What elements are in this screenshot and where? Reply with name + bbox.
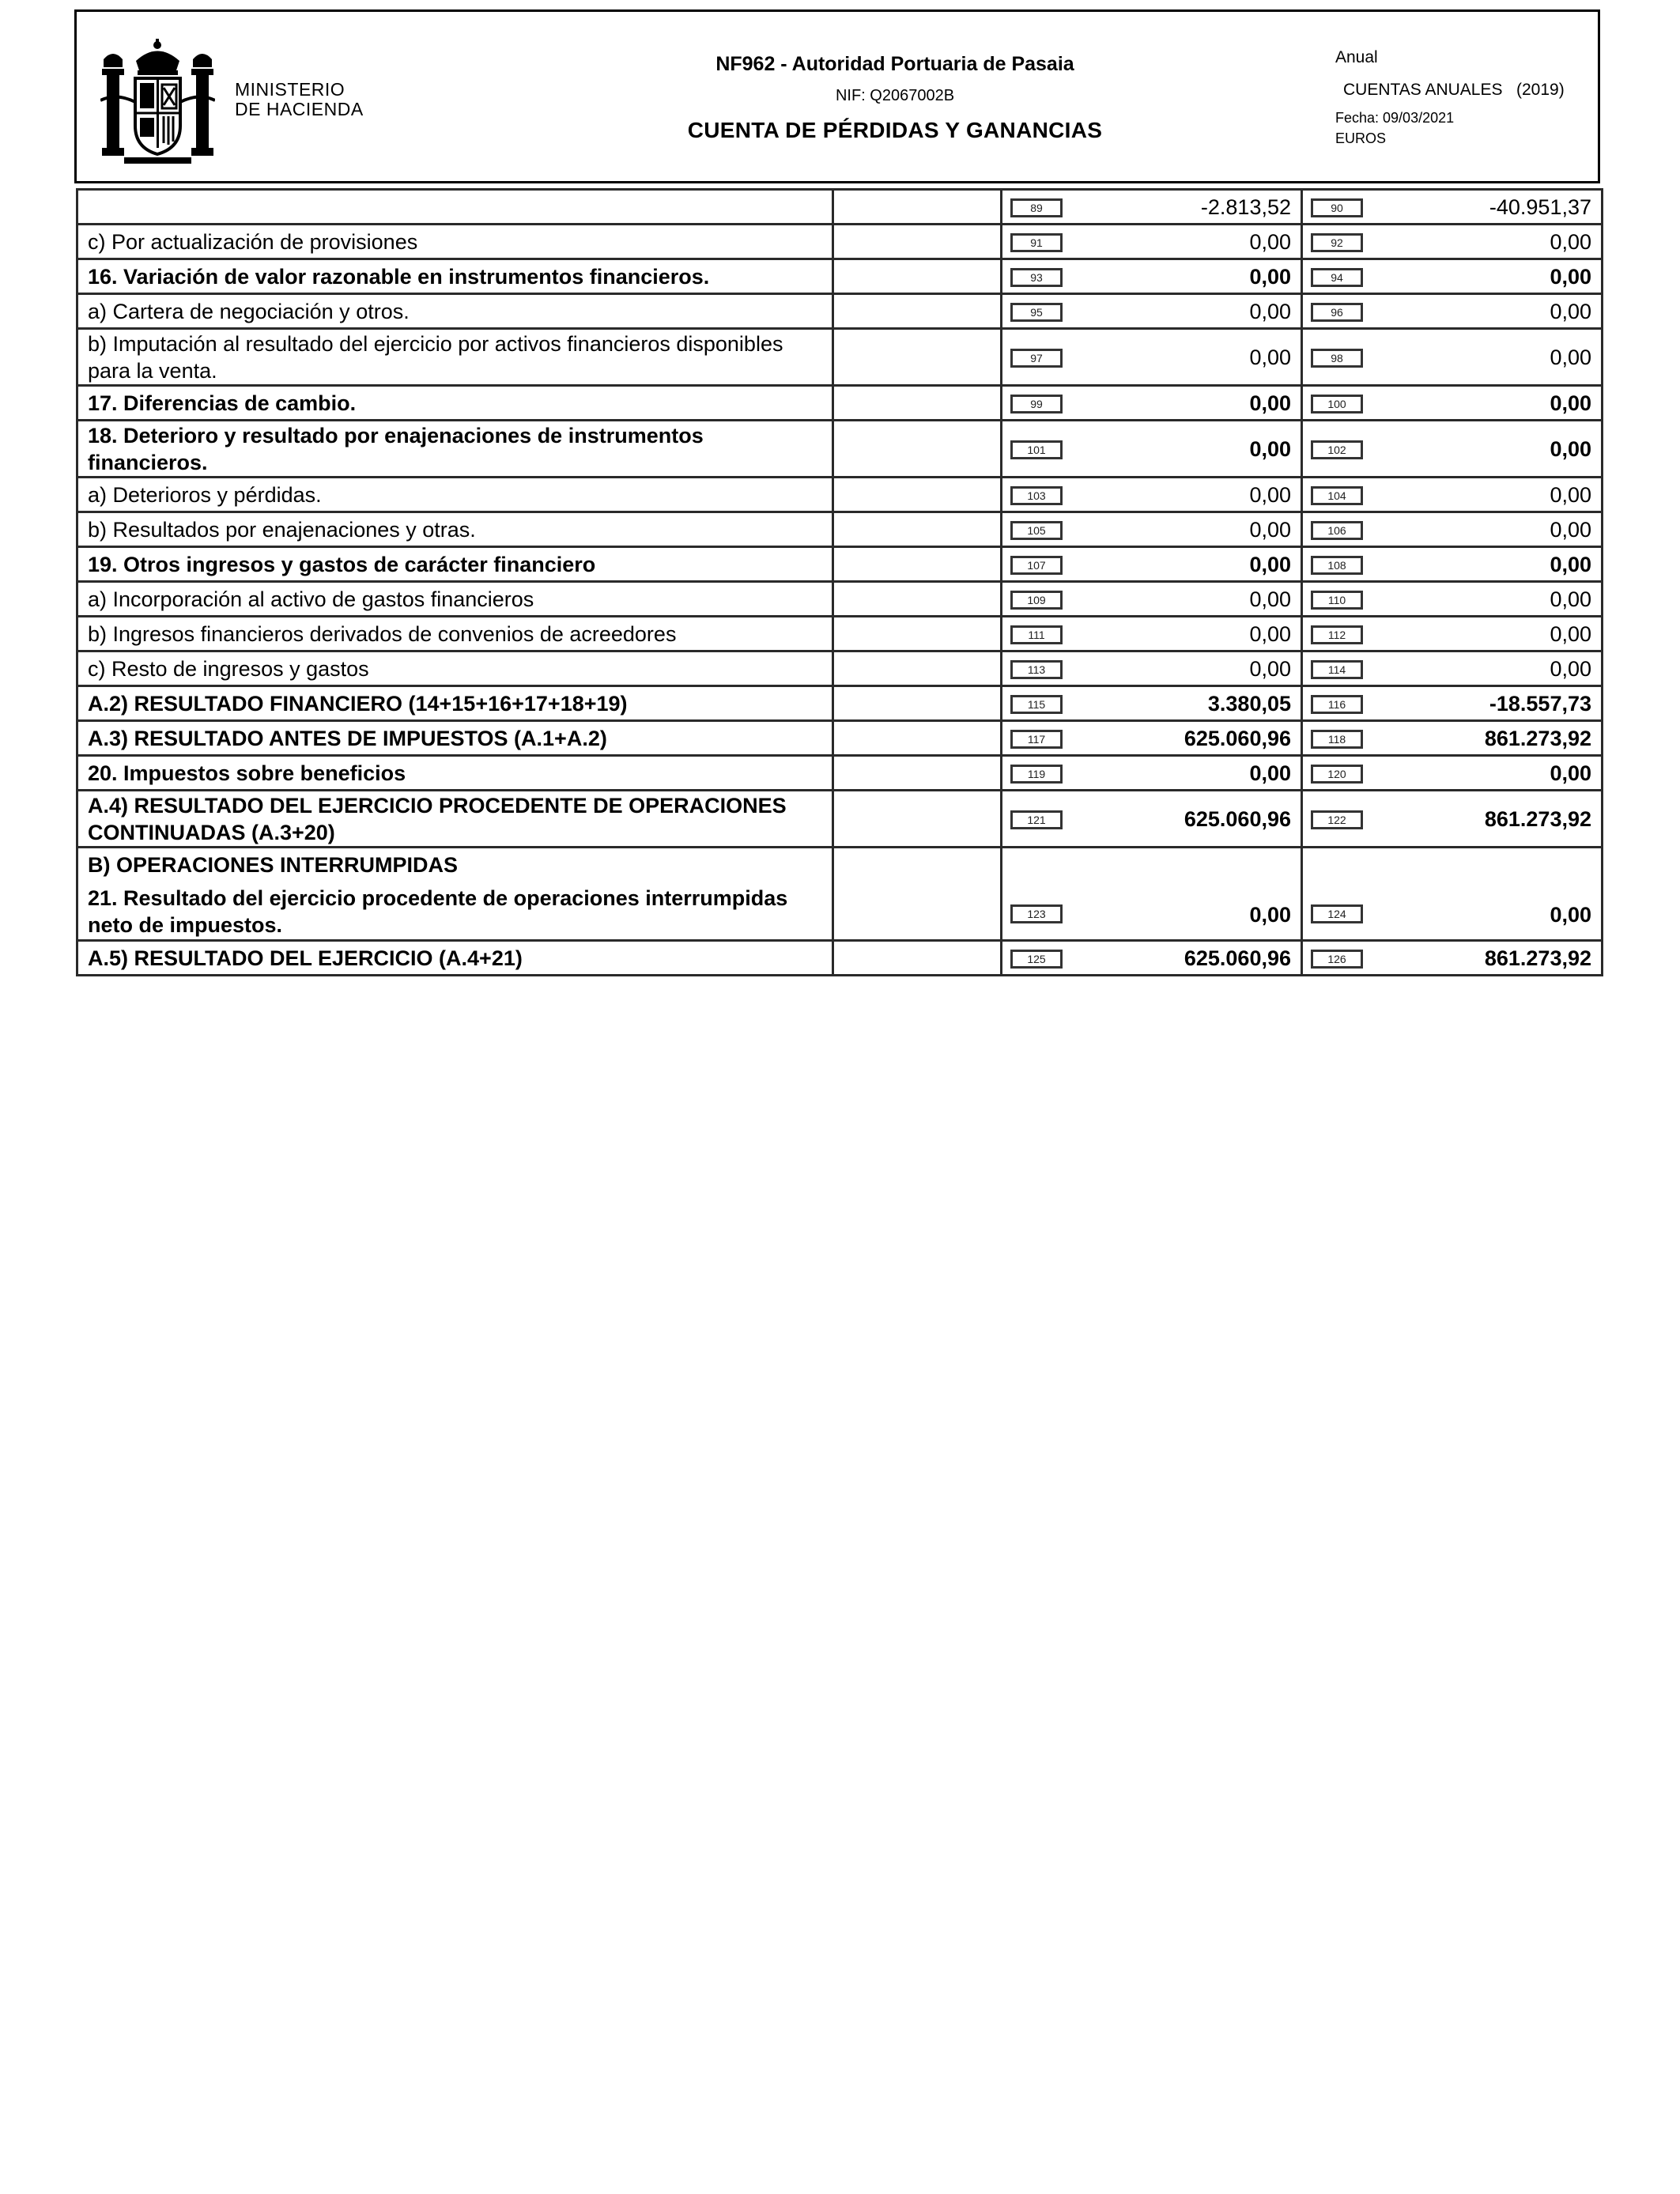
document-header (74, 9, 1600, 183)
field-number-box: 123 (1010, 904, 1063, 923)
field-number-box: 103 (1010, 486, 1063, 505)
table-row-interrupted (77, 848, 1603, 941)
amount-value: 0,00 (1249, 391, 1291, 415)
note-cell (833, 848, 1002, 941)
amount-cell (1002, 756, 1302, 791)
field-number-box: 110 (1311, 591, 1363, 610)
concept-cell: c) Por actualización de provisiones (77, 225, 833, 259)
amount-cell (1002, 848, 1302, 941)
amount-cell (1002, 294, 1302, 329)
amount-value: 0,00 (1550, 621, 1591, 646)
amount-value: 0,00 (1249, 761, 1291, 785)
concept-cell: A.5) RESULTADO DEL EJERCICIO (A.4+21) (77, 941, 833, 976)
field-number-box: 101 (1010, 440, 1063, 459)
concept-cell: A.4) RESULTADO DEL EJERCICIO PROCEDENTE DE OPERACIONES CONTINUADAS (A.3+20) (77, 791, 833, 848)
note-cell (833, 512, 1002, 547)
amount-value: 0,00 (1550, 264, 1591, 289)
amount-value: 0,00 (1550, 482, 1591, 507)
amount-cell (1002, 686, 1302, 721)
table-row (77, 478, 1603, 512)
amount-value: 0,00 (1550, 299, 1591, 323)
amount-cell (1302, 791, 1603, 848)
table-row (77, 294, 1603, 329)
amount-cell (1002, 512, 1302, 547)
concept-cell: c) Resto de ingresos y gastos (77, 651, 833, 686)
amount-value: 0,00 (1249, 587, 1291, 611)
concept-cell: A.3) RESULTADO ANTES DE IMPUESTOS (A.1+A.2) (77, 721, 833, 756)
field-number-box: 111 (1010, 625, 1063, 644)
ministry-name (235, 80, 364, 119)
amount-value: -2.813,52 (1200, 194, 1291, 219)
amount-cell (1002, 329, 1302, 386)
concept-cell: 17. Diferencias de cambio. (77, 386, 833, 421)
table-row (77, 617, 1603, 651)
amount-cell (1002, 582, 1302, 617)
field-number-box: 102 (1311, 440, 1363, 459)
note-cell (833, 259, 1002, 294)
amount-cell (1002, 791, 1302, 848)
note-cell (833, 190, 1002, 225)
note-cell (833, 617, 1002, 651)
table-row-final (77, 941, 1603, 976)
amount-value: 0,00 (1249, 656, 1291, 681)
amount-value: 0,00 (1550, 656, 1591, 681)
concept-cell: 16. Variación de valor razonable en instrumentos financieros. (77, 259, 833, 294)
amount-cell (1302, 225, 1603, 259)
amount-cell (1302, 617, 1603, 651)
concept-cell: 19. Otros ingresos y gastos de carácter financiero (77, 547, 833, 582)
amount-cell (1302, 756, 1603, 791)
field-number-box: 98 (1311, 349, 1363, 368)
amount-cell (1002, 547, 1302, 582)
note-cell (833, 547, 1002, 582)
ministry-line-2: DE HACIENDA (235, 99, 364, 119)
amount-value: 0,00 (1249, 552, 1291, 576)
field-number-box: 107 (1010, 556, 1063, 575)
document-date: Fecha: 09/03/2021 (1335, 110, 1455, 126)
field-number-box: 124 (1311, 904, 1363, 923)
entity-nif: NIF: Q2067002B (835, 87, 955, 104)
amount-cell (1302, 478, 1603, 512)
table-row (77, 259, 1603, 294)
amount-value: 0,00 (1550, 229, 1591, 254)
field-number-box: 113 (1010, 660, 1063, 679)
field-number-box: 105 (1010, 521, 1063, 540)
section-heading: B) OPERACIONES INTERRUMPIDAS (88, 853, 459, 877)
field-number-box: 93 (1010, 268, 1063, 287)
concept-cell: a) Deterioros y pérdidas. (77, 478, 833, 512)
entity-name: NF962 - Autoridad Portuaria de Pasaia (715, 53, 1074, 75)
field-number-box: 119 (1010, 765, 1063, 784)
profit-loss-table (76, 188, 1603, 976)
amount-value: 625.060,96 (1184, 946, 1291, 970)
amount-value: 0,00 (1249, 229, 1291, 254)
concept-cell: b) Imputación al resultado del ejercicio por activos financieros disponibles para la venta. (77, 329, 833, 386)
table-row (77, 421, 1603, 478)
amount-value: 0,00 (1550, 552, 1591, 576)
amount-cell (1302, 721, 1603, 756)
table-row (77, 791, 1603, 848)
note-cell (833, 721, 1002, 756)
amount-cell (1302, 941, 1603, 976)
amount-cell (1302, 259, 1603, 294)
note-cell (833, 582, 1002, 617)
coat-of-arms-logo (100, 37, 215, 168)
field-number-box: 91 (1010, 233, 1063, 252)
amount-value: 0,00 (1249, 436, 1291, 461)
concept-text: 21. Resultado del ejercicio procedente de operaciones interrumpidas neto de impuestos. (88, 886, 788, 937)
document-title: CUENTA DE PÉRDIDAS Y GANANCIAS (687, 118, 1103, 142)
field-number-box: 108 (1311, 556, 1363, 575)
field-number-box: 114 (1311, 660, 1363, 679)
amount-cell (1002, 259, 1302, 294)
concept-cell: a) Incorporación al activo de gastos financieros (77, 582, 833, 617)
concept-cell (77, 190, 833, 225)
table-row (77, 582, 1603, 617)
amount-value: 861.273,92 (1484, 946, 1591, 970)
amount-value: 0,00 (1249, 482, 1291, 507)
amount-cell (1302, 848, 1603, 941)
amount-value: 861.273,92 (1484, 726, 1591, 750)
amount-value: 625.060,96 (1184, 726, 1291, 750)
ministry-line-1: MINISTERIO (235, 79, 345, 100)
amount-value: 0,00 (1249, 299, 1291, 323)
note-cell (833, 686, 1002, 721)
amount-cell (1302, 294, 1603, 329)
field-number-box: 96 (1311, 303, 1363, 322)
note-cell (833, 651, 1002, 686)
amount-cell (1002, 478, 1302, 512)
field-number-box: 109 (1010, 591, 1063, 610)
amount-value: 0,00 (1550, 391, 1591, 415)
amount-value: 625.060,96 (1184, 806, 1291, 831)
concept-cell: b) Ingresos financieros derivados de convenios de acreedores (77, 617, 833, 651)
amount-cell (1302, 386, 1603, 421)
amount-value: 0,00 (1249, 903, 1291, 927)
amount-value: 0,00 (1249, 621, 1291, 646)
field-number-box: 115 (1010, 695, 1063, 714)
amount-cell (1002, 190, 1302, 225)
note-cell (833, 756, 1002, 791)
table-row (77, 386, 1603, 421)
concept-cell (77, 848, 833, 941)
table-row (77, 225, 1603, 259)
amount-cell (1002, 617, 1302, 651)
field-number-box: 116 (1311, 695, 1363, 714)
field-number-box: 95 (1010, 303, 1063, 322)
concept-cell: 18. Deterioro y resultado por enajenaciones de instrumentos financieros. (77, 421, 833, 478)
note-cell (833, 941, 1002, 976)
table-row (77, 329, 1603, 386)
field-number-box: 90 (1311, 198, 1363, 217)
amount-cell (1302, 651, 1603, 686)
amount-value: 0,00 (1249, 264, 1291, 289)
amount-value: 0,00 (1550, 903, 1591, 927)
field-number-box: 112 (1311, 625, 1363, 644)
amount-cell (1002, 386, 1302, 421)
amount-value: 861.273,92 (1484, 806, 1591, 831)
concept-cell: A.2) RESULTADO FINANCIERO (14+15+16+17+18+19) (77, 686, 833, 721)
field-number-box: 118 (1311, 730, 1363, 749)
table-row (77, 721, 1603, 756)
table-row (77, 686, 1603, 721)
amount-value: -40.951,37 (1489, 194, 1591, 219)
accounts-type: CUENTAS ANUALES (2019) (1343, 81, 1565, 99)
field-number-box: 106 (1311, 521, 1363, 540)
amount-value: 0,00 (1550, 345, 1591, 369)
note-cell (833, 386, 1002, 421)
amount-value: 0,00 (1249, 345, 1291, 369)
currency-unit: EUROS (1335, 130, 1387, 146)
table-row (77, 547, 1603, 582)
note-cell (833, 478, 1002, 512)
field-number-box: 99 (1010, 395, 1063, 413)
amount-value: 0,00 (1550, 761, 1591, 785)
amount-cell (1302, 329, 1603, 386)
amount-value: 0,00 (1550, 517, 1591, 542)
note-cell (833, 791, 1002, 848)
amount-cell (1002, 651, 1302, 686)
note-cell (833, 225, 1002, 259)
field-number-box: 92 (1311, 233, 1363, 252)
amount-cell (1302, 512, 1603, 547)
amount-value: 0,00 (1550, 587, 1591, 611)
concept-cell: 20. Impuestos sobre beneficios (77, 756, 833, 791)
note-cell (833, 329, 1002, 386)
field-number-box: 122 (1311, 810, 1363, 829)
amount-value: 0,00 (1550, 436, 1591, 461)
concept-cell: b) Resultados por enajenaciones y otras. (77, 512, 833, 547)
note-cell (833, 294, 1002, 329)
table-row (77, 512, 1603, 547)
field-number-box: 94 (1311, 268, 1363, 287)
amount-cell (1302, 547, 1603, 582)
concept-cell: a) Cartera de negociación y otros. (77, 294, 833, 329)
period-label: Anual (1335, 48, 1378, 66)
amount-cell (1002, 941, 1302, 976)
profit-loss-body (77, 190, 1603, 976)
amount-cell (1002, 225, 1302, 259)
amount-cell (1302, 582, 1603, 617)
field-number-box: 117 (1010, 730, 1063, 749)
amount-cell (1302, 190, 1603, 225)
field-number-box: 121 (1010, 810, 1063, 829)
field-number-box: 89 (1010, 198, 1063, 217)
table-row (77, 756, 1603, 791)
field-number-box: 125 (1010, 950, 1063, 969)
amount-value: -18.557,73 (1489, 691, 1591, 716)
amount-cell (1002, 721, 1302, 756)
table-row (77, 651, 1603, 686)
table-row (77, 190, 1603, 225)
amount-cell (1302, 686, 1603, 721)
field-number-box: 100 (1311, 395, 1363, 413)
field-number-box: 97 (1010, 349, 1063, 368)
field-number-box: 104 (1311, 486, 1363, 505)
amount-value: 3.380,05 (1207, 691, 1291, 716)
note-cell (833, 421, 1002, 478)
amount-cell (1002, 421, 1302, 478)
field-number-box: 126 (1311, 950, 1363, 969)
amount-cell (1302, 421, 1603, 478)
amount-value: 0,00 (1249, 517, 1291, 542)
field-number-box: 120 (1311, 765, 1363, 784)
